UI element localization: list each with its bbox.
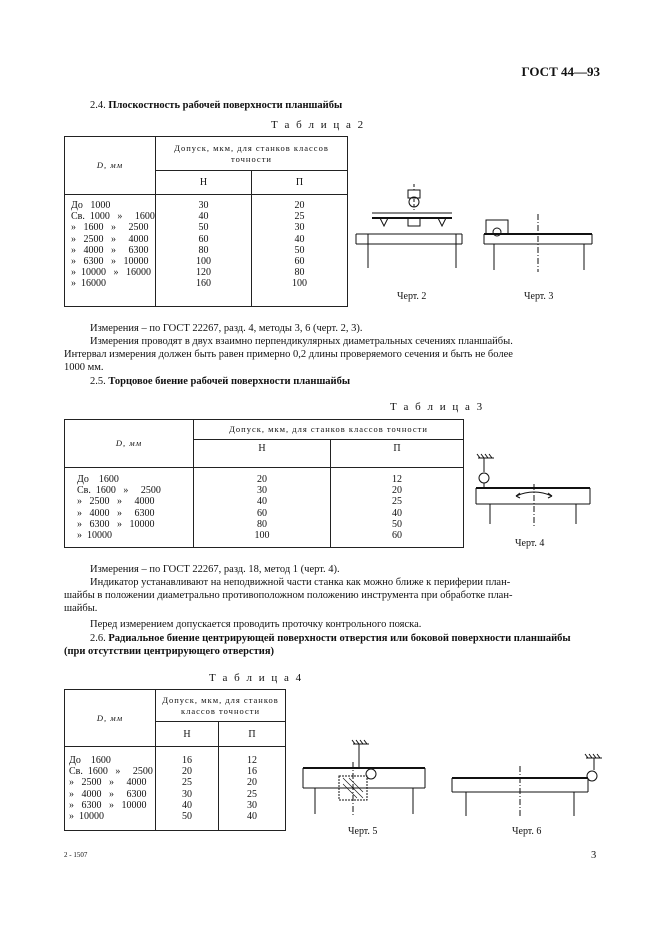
table-cell-p: 100 (292, 278, 307, 290)
table-cell-n: 30 (198, 200, 209, 211)
table-3 (64, 419, 464, 548)
section-2-4-heading (90, 99, 342, 112)
table-4-d-values (65, 747, 156, 831)
table-cell-p: 60 (294, 255, 305, 267)
table-cell-n: 40 (198, 211, 209, 223)
table-cell-d: » 4000 » 6300 (69, 788, 147, 800)
table-cell-p: 20 (294, 200, 305, 211)
table-cell-p: 25 (294, 211, 305, 223)
figure-3-caption: Черт. 3 (524, 291, 554, 302)
table-cell-d: До 1600 (77, 474, 119, 485)
table-3-p-values (331, 468, 464, 548)
section-2-6-heading-cont: (при отсутствии центрирующего отверстия) (64, 646, 275, 657)
table-cell-n: 30 (182, 788, 192, 800)
table-cell-n: 100 (196, 255, 211, 267)
table-cell-d: Св. 1000 » 1600 (71, 211, 155, 223)
table-2-header-tolerance: Допуск, мкм, для станков классов точности (156, 137, 348, 171)
table-cell-p: 16 (247, 766, 257, 778)
table-cell-d: » 16000 (71, 278, 106, 290)
table-2-header-n: Н (156, 171, 252, 195)
table-cell-p: 40 (247, 810, 257, 822)
table-3-header-tolerance: Допуск, мкм, для станков классов точности (194, 420, 464, 440)
table-2-n-values (156, 195, 252, 307)
table-3-header-p: П (331, 440, 464, 468)
table-3-d-values (65, 468, 194, 548)
figure-6-caption: Черт. 6 (512, 826, 542, 837)
section-number: 2.4. (90, 100, 106, 111)
table-cell-p: 80 (294, 267, 305, 279)
figure-5-drawing (295, 738, 435, 818)
table-cell-n: 50 (182, 810, 192, 822)
section-number: 2.5. (90, 376, 106, 387)
table-cell-n: 160 (196, 278, 211, 290)
table-2-header-p: П (252, 171, 348, 195)
table-cell-n: 80 (257, 518, 267, 530)
table-cell-n: 40 (257, 496, 267, 508)
section-2-5-heading (90, 375, 350, 388)
table-cell-d: До 1600 (69, 755, 111, 766)
table-cell-d: » 6300 » 10000 (71, 255, 149, 267)
table-4-header-d: D, мм (65, 690, 156, 747)
table-cell-p: 50 (294, 244, 305, 256)
table-cell-d: Св. 1600 » 2500 (77, 485, 161, 497)
table-cell-p: 50 (392, 518, 402, 530)
figure-4-drawing (472, 452, 600, 530)
page-number: 3 (591, 850, 597, 861)
table-cell-d: » 4000 » 6300 (71, 244, 149, 256)
paragraph-2-5-line2: шайбы в положении диаметрально противоположном положению инструмента при обработке план- (64, 590, 513, 601)
table-cell-d: » 6300 » 10000 (69, 799, 147, 811)
table-cell-d: » 10000 (77, 529, 112, 541)
table-4-caption: Т а б л и ц а 4 (209, 672, 304, 684)
table-2-caption: Т а б л и ц а 2 (271, 119, 366, 131)
section-title: Торцовое биение рабочей поверхности планшайбы (108, 376, 351, 387)
section-title: Радиальное биение центрирующей поверхности отверстия или боковой поверхности планшайбы (108, 633, 571, 644)
figure-2-caption: Черт. 2 (397, 291, 427, 302)
table-cell-d: » 10000 » 16000 (71, 267, 151, 279)
table-4-n-values (156, 747, 219, 831)
table-cell-d: » 2500 » 4000 (77, 496, 155, 508)
figure-6-drawing (448, 752, 604, 818)
table-cell-p: 12 (247, 755, 257, 766)
table-cell-p: 25 (247, 788, 257, 800)
figure-2-drawing (352, 182, 472, 272)
print-code: 2 - 1507 (64, 851, 88, 859)
table-2-header-d: D, мм (65, 137, 156, 195)
paragraph-2-4-methods: Измерения – по ГОСТ 22267, разд. 4, методы 3, 6 (черт. 2, 3). (90, 323, 363, 334)
table-cell-p: 30 (294, 222, 305, 234)
table-4-header-n: Н (156, 722, 219, 747)
section-2-6-heading (90, 632, 571, 645)
table-cell-d: До 1000 (71, 200, 111, 211)
figure-4-caption: Черт. 4 (515, 538, 545, 549)
figure-5-caption: Черт. 5 (348, 826, 378, 837)
paragraph-2-4-line3: 1000 мм. (64, 362, 104, 373)
table-cell-n: 50 (198, 222, 209, 234)
table-cell-n: 30 (257, 485, 267, 497)
table-cell-d: » 1600 » 2500 (71, 222, 149, 234)
section-title: Плоскостность рабочей поверхности планшайбы (108, 100, 343, 111)
table-3-header-n: Н (194, 440, 331, 468)
table-cell-d: » 4000 » 6300 (77, 507, 155, 519)
table-cell-n: 16 (182, 755, 192, 766)
table-cell-n: 60 (257, 507, 267, 519)
table-cell-d: » 2500 » 4000 (69, 777, 147, 789)
table-4-p-values (219, 747, 286, 831)
table-2 (64, 136, 348, 307)
figure-3-drawing (480, 212, 600, 276)
table-2-p-values (252, 195, 348, 307)
table-cell-n: 25 (182, 777, 192, 789)
table-4-header-p: П (219, 722, 286, 747)
table-cell-d: » 10000 (69, 810, 104, 822)
table-cell-p: 60 (392, 529, 402, 541)
paragraph-2-5-line1: Индикатор устанавливают на неподвижной части станка как можно ближе к периферии план- (90, 577, 511, 588)
table-cell-n: 60 (198, 233, 209, 245)
document-code: ГОСТ 44—93 (521, 64, 600, 79)
table-cell-n: 120 (196, 267, 211, 279)
section-number: 2.6. (90, 633, 106, 644)
table-4-header-tolerance: Допуск, мкм, для станков классов точности (156, 690, 286, 722)
table-cell-p: 20 (247, 777, 257, 789)
table-cell-p: 30 (247, 799, 257, 811)
table-cell-d: » 6300 » 10000 (77, 518, 155, 530)
paragraph-2-5-line3: шайбы. (64, 603, 98, 614)
table-cell-n: 20 (257, 474, 267, 485)
table-cell-p: 40 (392, 507, 402, 519)
table-cell-p: 20 (392, 485, 402, 497)
table-cell-p: 40 (294, 233, 305, 245)
table-cell-n: 40 (182, 799, 192, 811)
table-3-n-values (194, 468, 331, 548)
paragraph-2-5-methods: Измерения – по ГОСТ 22267, разд. 18, метод 1 (черт. 4). (90, 564, 340, 575)
table-cell-p: 12 (392, 474, 402, 485)
paragraph-2-4-line1: Измерения проводят в двух взаимно перпендикулярных диаметральных сечениях планшайбы. (90, 336, 513, 347)
paragraph-2-4-line2: Интервал измерения должен быть равен примерно 0,2 длины проверяемого сечения и быть не более (64, 349, 513, 360)
table-cell-p: 25 (392, 496, 402, 508)
table-cell-n: 20 (182, 766, 192, 778)
table-3-header-d: D, мм (65, 420, 194, 468)
table-2-d-values (65, 195, 156, 307)
table-cell-n: 80 (198, 244, 209, 256)
table-3-caption: Т а б л и ц а 3 (390, 401, 485, 413)
table-cell-n: 100 (254, 529, 270, 541)
table-cell-d: Св. 1600 » 2500 (69, 766, 153, 778)
table-4 (64, 689, 286, 831)
table-cell-d: » 2500 » 4000 (71, 233, 149, 245)
paragraph-2-5-note: Перед измерением допускается проводить проточку контрольного пояска. (90, 619, 422, 630)
